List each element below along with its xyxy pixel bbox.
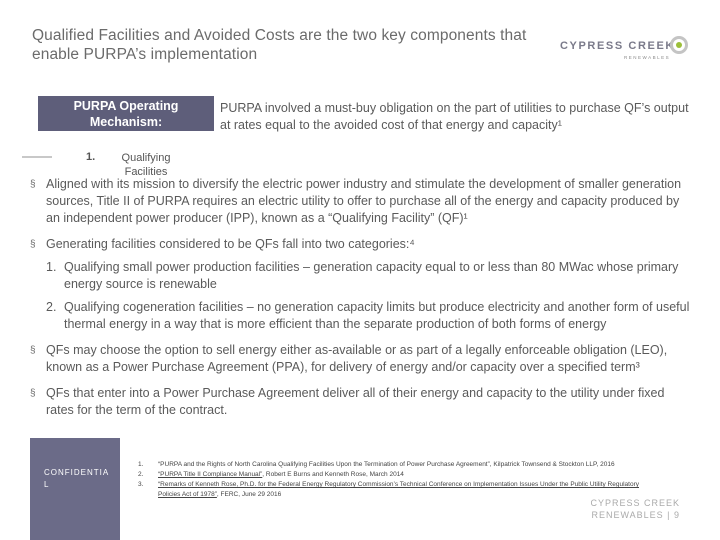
footnote-text: , FERC, June 29 2016 xyxy=(216,491,282,498)
sub-item-text: Qualifying cogeneration facilities – no generation capacity limits but produce electricity and another form of useful thermal energy in a way that is more efficient than the separate production of both forms of energy xyxy=(64,300,690,331)
footnote-link[interactable]: “PURPA Title II Compliance Manual” xyxy=(158,471,263,478)
footnote-text: , Robert E Burns and Kenneth Rose, March 2014 xyxy=(262,471,404,478)
bullet-text: Aligned with its mission to diversify the electric power industry and stimulate the development of smaller generation sources, Title II of PURPA requires an electric utility to offer to purchase all of the energy and capacity produced by an independent power producer (IPP), known as a “Qualifying Facility” (QF)¹ xyxy=(46,177,682,225)
step-label: Qualifying Facilities xyxy=(121,152,171,178)
bullet-list xyxy=(30,176,690,419)
bullet-item xyxy=(30,176,690,227)
footnote-item xyxy=(138,460,658,470)
mechanism-box: PURPA Operating Mechanism: xyxy=(38,96,214,131)
slide-title: Qualified Facilities and Avoided Costs are the two key components that enable PURPA’s implementation xyxy=(32,27,527,63)
bullet-item xyxy=(30,385,690,419)
sub-item-number: 2. xyxy=(46,300,57,314)
step-number: 1. xyxy=(86,151,96,163)
bullet-text: QFs may choose the option to sell energy either as-available or as part of a legally enforceable obligation (LEO), known as a Power Purchase Agreement (PPA), for delivery of energy and/or capacity over a specified term³ xyxy=(46,343,668,374)
confidential-label: CONFIDENTIA L xyxy=(44,468,109,489)
intro-text: PURPA involved a must-buy obligation on the part of utilities to purchase QF’s output at rates equal to the avoided cost of that energy and capacity¹ xyxy=(220,101,689,132)
bullet-marker: § xyxy=(30,388,36,399)
footnote-link[interactable]: “Remarks of Kenneth Rose, Ph.D. for the Federal Energy Regulatory Commission’s Technical Conference on Implementation Issues Under the Public Utility Regulatory Policies Act of 1978” xyxy=(158,481,639,498)
bullet-marker: § xyxy=(30,179,36,190)
logo-wordmark: CYPRESS CREEK xyxy=(560,40,675,52)
logo-dot-icon xyxy=(676,42,682,48)
footnote-number: 1. xyxy=(138,461,144,468)
footnote-text: “PURPA and the Rights of North Carolina Qualifying Facilities Upon the Termination of Power Purchase Agreement”, Kilpatrick Townsend & Stockton LLP, 2016 xyxy=(158,461,615,468)
footnote-item xyxy=(138,470,658,480)
footnotes xyxy=(138,460,658,500)
sub-list-item xyxy=(30,259,690,293)
footer-brand-page-number: CYPRESS CREEK RENEWABLES | 9 xyxy=(590,498,680,520)
bullet-text: Generating facilities considered to be QFs fall into two categories:⁴ xyxy=(46,237,415,251)
sub-item-number: 1. xyxy=(46,260,57,274)
sub-list-item xyxy=(30,299,690,333)
footnote-number: 2. xyxy=(138,471,144,478)
step-connector-line xyxy=(22,156,52,158)
bullet-marker: § xyxy=(30,345,36,356)
logo-subtext: RENEWABLES xyxy=(624,55,671,60)
bullet-item xyxy=(30,236,690,253)
footnote-number: 3. xyxy=(138,481,144,488)
sub-item-text: Qualifying small power production facilities – generation capacity equal to or less than 80 MWac whose primary energy source is renewable xyxy=(64,260,679,291)
bullet-item xyxy=(30,342,690,376)
bullet-text: QFs that enter into a Power Purchase Agreement deliver all of their energy and capacity to the utility under fixed rates for the term of the contract. xyxy=(46,386,665,417)
company-logo xyxy=(560,36,690,68)
bullet-marker: § xyxy=(30,239,36,250)
